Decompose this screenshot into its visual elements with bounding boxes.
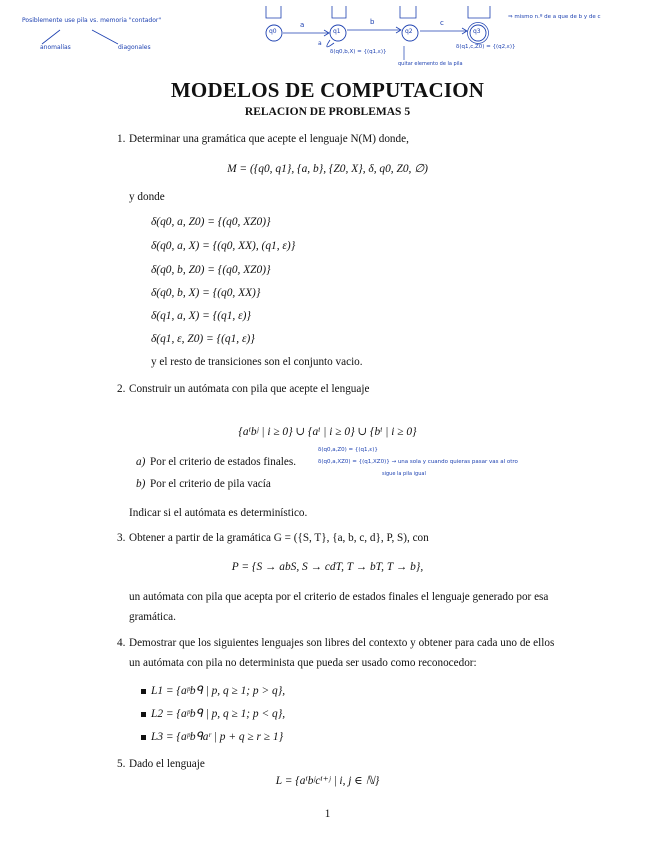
problem-4-language: L3 = {aᵖbᑫaʳ | p + q ≥ r ≥ 1} — [151, 731, 284, 743]
annotation-p2-note-1: δ(q0,a,Z0) = {(q1,ε)} — [318, 447, 378, 453]
annotation-top-right: ⇒ mismo n.º de a que de b y de c — [508, 14, 601, 20]
problem-5-intro: Dado el lenguaje — [129, 758, 205, 770]
diagram-state-q1: q1 — [333, 28, 341, 35]
problem-1-rest: y el resto de transiciones son el conjunto vacio. — [151, 356, 363, 368]
problem-4-intro-line-2: un autómata con pila no determinista que pueda ser usado como reconocedor: — [129, 657, 477, 669]
problem-1-intro: Determinar una gramática que acepte el lenguaje N(M) donde, — [129, 133, 409, 145]
page-title: MODELOS DE COMPUTACION — [170, 78, 485, 102]
diagram-label-a-loop: a — [318, 40, 322, 47]
diagram-label-b: b — [370, 18, 375, 26]
bullet-icon — [141, 712, 146, 717]
problem-4-language: L1 = {aᵖbᑫ | p, q ≥ 1; p > q}, — [151, 685, 286, 697]
problem-4-intro-line-1: Demostrar que los siguientes lenguajes son libres del contexto y obtener para cada uno de ellos — [129, 637, 555, 649]
problem-5-number: 5. — [117, 758, 126, 770]
problem-5-equation: L = {aⁱbʲcⁱ⁺ʲ | i, j ∈ ℕ} — [275, 775, 380, 787]
problem-4-language: L2 = {aᵖbᑫ | p, q ≥ 1; p < q}, — [151, 708, 286, 720]
page-number: 1 — [324, 808, 331, 820]
problem-2-number: 2. — [117, 383, 126, 395]
problem-1-transition: δ(q0, a, Z0) = {(q0, XZ0)} — [151, 216, 271, 228]
diagram-label-c: c — [440, 19, 444, 27]
problem-2-item-b-label: b) — [136, 478, 146, 490]
problem-3-after-line-2: gramática. — [129, 611, 176, 623]
diagram-label-a: a — [300, 21, 305, 29]
diagram-state-q2: q2 — [405, 28, 413, 35]
problem-2-intro: Construir un autómata con pila que acepte el lenguaje — [129, 383, 370, 395]
page-subtitle: RELACION DE PROBLEMAS 5 — [244, 106, 411, 118]
problem-2-item-a-label: a) — [136, 456, 146, 468]
bullet-icon — [141, 689, 146, 694]
diagram-note-2: δ(q1,c,Z0) = {(q2,ε)} — [456, 44, 516, 50]
problem-1-transition: δ(q0, b, X) = {(q0, XX)} — [151, 287, 261, 299]
problem-2-item-a-text: Por el criterio de estados finales. — [150, 456, 297, 468]
problem-2-after: Indicar si el autómata es determinístico. — [129, 507, 308, 519]
problem-3-equation: P = {S → abS, S → cdT, T → bT, T → b}, — [231, 561, 424, 573]
problem-2-item-b-text: Por el criterio de pila vacía — [150, 478, 271, 490]
problem-1-number: 1. — [117, 133, 126, 145]
problem-4-number: 4. — [117, 637, 126, 649]
problem-1-equation: M = ({q0, q1}, {a, b}, {Z0, X}, δ, q0, Z0, ∅) — [227, 163, 428, 175]
annotation-p2-note-3: sigue la pila igual — [382, 471, 426, 477]
annotation-diagonales: diagonales — [118, 44, 151, 51]
problem-3-number: 3. — [117, 532, 126, 544]
problem-2-equation: {aⁱbʲ | i ≥ 0} ∪ {aⁱ | i ≥ 0} ∪ {bⁱ | i ≥ 0} — [238, 426, 417, 438]
bullet-icon — [141, 735, 146, 740]
problem-1-transition: δ(q0, a, X) = {(q0, XX), (q1, ε)} — [151, 240, 296, 252]
diagram-note-3: quitar elemento de la pila — [398, 61, 463, 67]
problem-1-transition: δ(q1, ε, Z0) = {(q1, ε)} — [151, 333, 255, 345]
annotation-top-left: Posiblemente use pila vs. memoria "contador" — [22, 17, 162, 24]
handwritten-diagram — [0, 0, 655, 70]
problem-1-transition: δ(q1, a, X) = {(q1, ε)} — [151, 310, 251, 322]
diagram-note-1: δ(q0,b,X) = {(q1,ε)} — [330, 49, 387, 55]
annotation-p2-note-2: δ(q0,a,XZ0) = {(q1,XZ0)} → una sola y cuando quieras pasar vas al otro — [318, 459, 518, 465]
problem-1-where: y donde — [129, 191, 165, 203]
problem-3-after-line-1: un autómata con pila que acepta por el criterio de estados finales el lenguaje generado por esa — [129, 591, 549, 603]
problem-3-intro: Obtener a partir de la gramática G = ({S, T}, {a, b, c, d}, P, S), con — [129, 532, 429, 544]
diagram-state-q0: q0 — [269, 28, 277, 35]
problem-1-transition: δ(q0, b, Z0) = {(q0, XZ0)} — [151, 264, 271, 276]
annotation-anomalias: anomalías — [40, 44, 71, 51]
diagram-state-q3: q3 — [473, 28, 481, 35]
